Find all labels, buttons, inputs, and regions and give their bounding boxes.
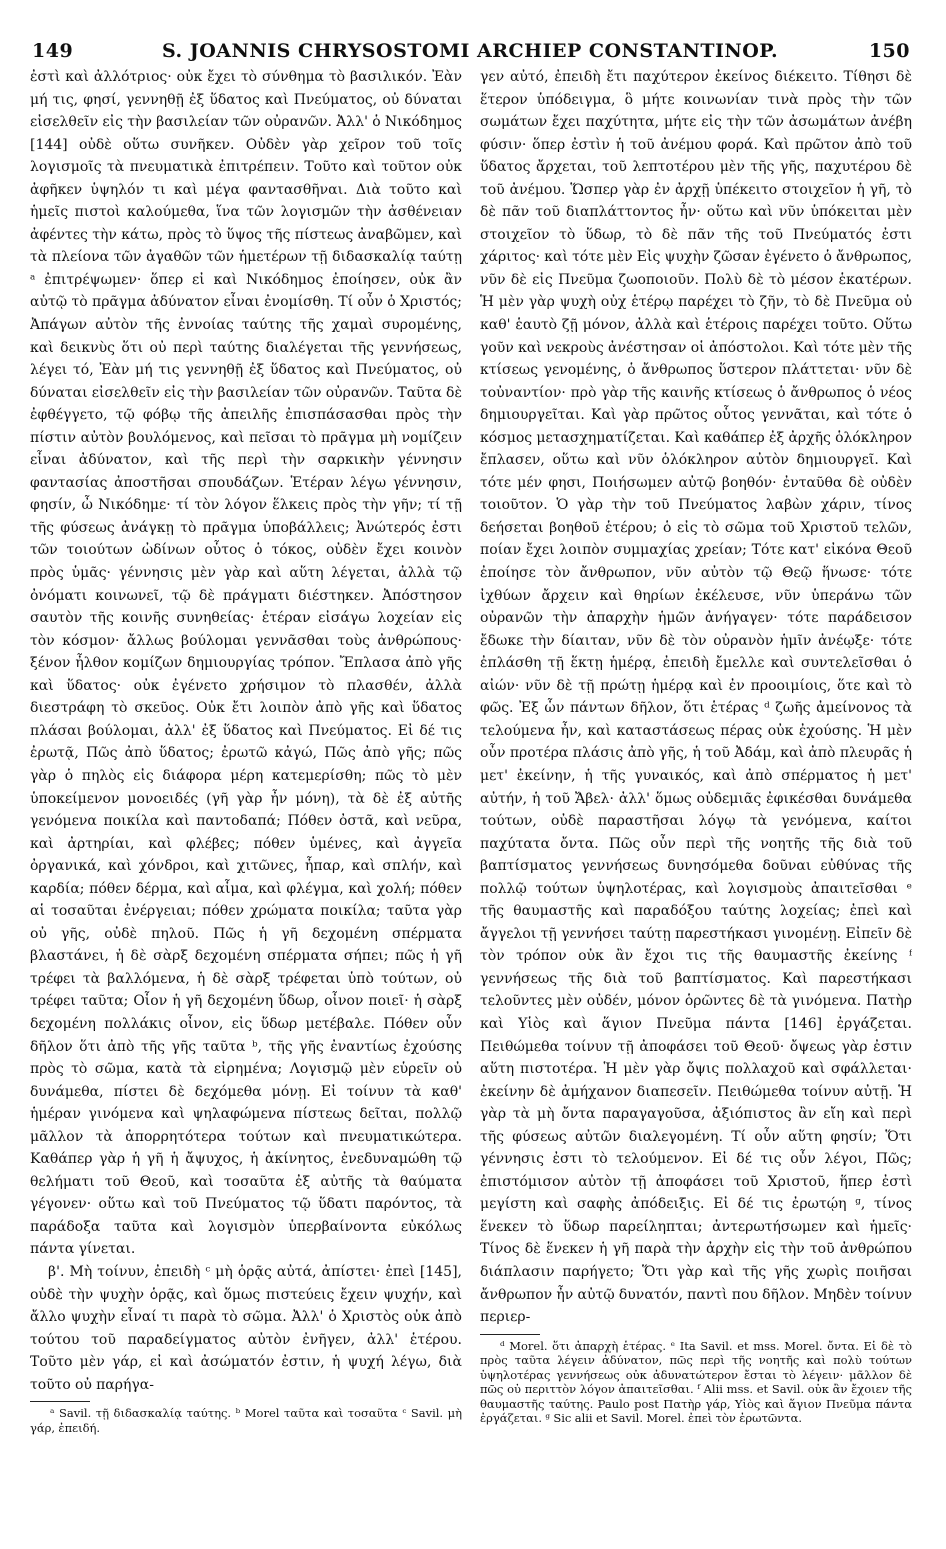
right-footnote-text: ᵈ Morel. ὅτι ἀπαρχὴ ἑτέρας. ᵉ Ita Savil. et mss. Morel. ὄντα. Εἰ δὲ τὸ πρὸς ταῦτα λέγειν ἀδύνατον, πῶς περὶ τῆς νοητῆς καὶ πολὺ τούτων ὑψηλοτέρας γεννήσεως οὐκ ἀδυνατώτερον ἔσται τὸ λέγειν· μᾶλλον δὲ πῶς οὐ περιττὸν λόγον ἀπαιτεῖσθαι. ᶠ Alii mss. et Savil. οὐκ ἂν ἔχοιεν τῆς θαυμαστῆς ταύτης. Paulo post Πατὴρ γάρ, Υἱὸς καὶ ἅγιον Πνεῦμα πάντα ἐργάζεται. ᵍ Sic alii et Savil. Morel. ἐπεὶ τὸν ἐρωτῶντα. (480, 1338, 912, 1426)
left-paragraph-2: β'. Μὴ τοίνυν, ἐπειδὴ ᶜ μὴ ὁρᾷς αὐτά, ἀπίστει· ἐπεὶ [145], οὐδὲ τὴν ψυχὴν ὁρᾷς, καὶ ὅμως πιστεύεις ἔχειν ψυχήν, καὶ ἄλλο ψυχὴν εἶναί τι παρὰ τὸ σῶμα. Ἀλλ' ὁ Χριστὸς οὐκ ἀπὸ τούτου τοῦ παραδείγματος αὐτὸν ἐνῆγεν, ἀλλ' ἑτέρου. Τοῦτο μὲν γάρ, εἰ καὶ ἀσώματόν ἐστιν, ἡ ψυχή λέγω, διὰ τοῦτο οὐ παρήγα- (30, 1263, 462, 1393)
left-footnotes (30, 1406, 462, 1435)
page-number-right: 150 (868, 40, 910, 62)
page-number-left: 149 (32, 40, 74, 62)
running-title: S. JOANNIS CHRYSOSTOMI ARCHIEP CONSTANTINOP. (161, 40, 779, 62)
right-footnotes (480, 1339, 912, 1426)
left-column (30, 66, 462, 1541)
footnote-rule-left (30, 1401, 90, 1402)
footnote-rule-right (480, 1334, 540, 1335)
running-head (30, 40, 910, 64)
left-paragraph-1: ἐστὶ καὶ ἀλλότριος· οὐκ ἔχει τὸ σύνθημα τὸ βασιλικόν. Ἐὰν μή τις, φησί, γεννηθῇ ἐξ ὕδατος καὶ Πνεύματος, οὐ δύναται εἰσελθεῖν εἰς τὴν βασιλείαν τῶν οὐρανῶν. Ἀλλ' ὁ Νικόδημος [144] οὐδὲ οὕτω συνῆκεν. Οὐδὲν γὰρ χεῖρον τοῦ τοῖς λογισμοῖς τὰ πνευματικὰ ἐπιτρέπειν. Τοῦτο καὶ τοῦτον οὐκ ἀφῆκεν ὑψηλόν τι καὶ μέγα φαντασθῆναι. Διὰ τοῦτο καὶ ἡμεῖς πιστοὶ καλούμεθα, ἵνα τῶν λογισμῶν τὴν ἀσθένειαν ἀφέντες τὴν κάτω, πρὸς τὸ ὕψος τῆς πίστεως ἀναβῶμεν, καὶ τὰ πλείονα τῶν ἀγαθῶν τῶν ἡμετέρων τῇ διδασκαλίᾳ ταύτῃ ᵃ ἐπιτρέψωμεν· ὅπερ εἰ καὶ Νικόδημος ἐποίησεν, οὐκ ἂν αὐτῷ τὸ πρᾶγμα ἀδύνατον εἶναι ἐνομίσθη. Τί οὖν ὁ Χριστός; Ἀπάγων αὐτὸν τῆς ἐννοίας ταύτης τῆς χαμαὶ συρομένης, καὶ δεικνὺς ὅτι οὐ περὶ ταύτης διαλέγεται τῆς γεννήσεως, λέγει τό, Ἐὰν μή τις γεννηθῇ ἐξ ὕδατος καὶ Πνεύματος, οὐ δύναται εἰσελθεῖν εἰς τὴν βασιλείαν τῶν οὐρανῶν. Ταῦτα δὲ ἐφθέγγετο, τῷ φόβῳ τῆς ἀπειλῆς ἐπισπάσασθαι πρὸς τὴν πίστιν αὐτὸν βουλόμενος, καὶ πεῖσαι τὸ πρᾶγμα μὴ νομίζειν εἶναι ἀδύνατον, καὶ τῆς περὶ τὴν σαρκικὴν γέννησιν φαντασίας ἀποστῆσαι σπουδάζων. Ἑτέραν λέγω γέννησιν, φησίν, ὦ Νικόδημε· τί τὸν λόγον ἕλκεις πρὸς τὴν γῆν; τί τῇ τῆς φύσεως ἀνάγκῃ τὸ πρᾶγμα ὑποβάλλεις; Ἀνώτερός ἐστι τῶν τοιούτων ὠδίνων οὗτος ὁ τόκος, οὐδὲν ἔχει κοινὸν πρὸς ὑμᾶς· γέννησις μὲν γὰρ καὶ αὕτη λέγεται, ἀλλὰ τῷ ὀνόματι κοινωνεῖ, τῷ δὲ πράγματι διέστηκεν. Ἀπόστησον σαυτὸν τῆς κοινῆς συνηθείας· ἑτέραν εἰσάγω λοχείαν εἰς τὸν κόσμον· ἄλλως βούλομαι γεννᾶσθαι τοὺς ἀνθρώπους· ξένον ἦλθον κομίζων δημιουργίας τρόπον. Ἔπλασα ἀπὸ γῆς καὶ ὕδατος· οὐκ ἐγένετο χρήσιμον τὸ πλασθέν, ἀλλὰ διεστράφη τὸ σκεῦος. Οὐκ ἔτι λοιπὸν ἀπὸ γῆς καὶ ὕδατος πλάσαι βούλομαι, ἀλλ' ἐξ ὕδατος καὶ Πνεύματος. Εἰ δέ τις ἐρωτᾷ, Πῶς ἀπὸ ὕδατος; ἐρωτῶ κἀγώ, Πῶς ἀπὸ γῆς; πῶς γὰρ ὁ πηλὸς εἰς διάφορα μέρη κατεμερίσθη; πῶς τὸ μὲν ὑποκείμενον μονοειδές (γῆ γὰρ ἦν μόνη), τὰ δὲ ἐξ αὐτῆς γενόμενα ποικίλα καὶ παντοδαπά; Πόθεν ὀστᾶ, καὶ νεῦρα, καὶ ἀρτηρίαι, καὶ φλέβες; πόθεν ὑμένες, καὶ ἀγγεῖα ὀργανικά, καὶ χόνδροι, καὶ χιτῶνες, ἧπαρ, καὶ σπλήν, καὶ καρδία; πόθεν δέρμα, καὶ αἷμα, καὶ φλέγμα, καὶ χολή; πόθεν αἱ τοσαῦται ἐνέργειαι; πόθεν χρώματα ποικίλα; ταῦτα γὰρ οὐ γῆς, οὐδὲ πηλοῦ. Πῶς ἡ γῆ δεχομένη σπέρματα βλαστάνει, ἡ δὲ σὰρξ δεχομένη σπέρματα σήπει; πῶς ἡ γῆ τρέφει τὰ βαλλόμενα, ἡ δὲ σὰρξ τρέφεται ὑπὸ τούτων, οὐ τρέφει ταῦτα; Οἷον ἡ γῆ δεχομένη ὕδωρ, οἶνον ποιεῖ· ἡ σὰρξ δεχομένη πολλάκις οἶνον, εἰς ὕδωρ μετέβαλε. Πόθεν οὖν δῆλον ὅτι ἀπὸ τῆς γῆς ταῦτα ᵇ, τῆς γῆς ἐναντίως ἐχούσης πρὸς τὸ σῶμα, κατὰ τὰ εἰρημένα; Λογισμῷ μὲν εὑρεῖν οὐ δυνάμεθα, πίστει δὲ δεχόμεθα μόνῃ. Εἰ τοίνυν τὰ καθ' ἡμέραν γινόμενα καὶ ψηλαφώμενα πίστεως δεῖται, πολλῷ μᾶλλον τὰ ἀπορρητότερα τούτων καὶ πνευματικώτερα. Καθάπερ γὰρ ἡ γῆ ἡ ἄψυχος, ἡ ἀκίνητος, ἐνεδυναμώθη τῷ θελήματι τοῦ Θεοῦ, καὶ τοσαῦτα ἐξ αὐτῆς τὰ θαύματα γέγονεν· οὕτω καὶ τοῦ Πνεύματος τῷ ὕδατι παρόντος, τὰ παράδοξα ταῦτα καὶ λογισμὸν ὑπερβαίνοντα εὐκόλως πάντα γίνεται. (30, 69, 462, 1258)
left-footnote-text: ᵃ Savil. τῇ διδασκαλίᾳ ταύτης. ᵇ Morel ταῦτα καὶ τοσαῦτα ᶜ Savil. μὴ γάρ, ἐπειδή. (30, 1406, 462, 1435)
right-column (480, 66, 912, 1541)
right-paragraph-1: γεν αὐτό, ἐπειδὴ ἔτι παχύτερον ἐκείνος διέκειτο. Τίθησι δὲ ἕτερον ὑπόδειγμα, ὃ μήτε κοινωνίαν τινὰ πρὸς τὴν τῶν σωμάτων ἔχει παχύτητα, μήτε εἰς τὴν τῶν ἀσωμάτων ἀνέβη φύσιν· ὅπερ ἐστὶν ἡ τοῦ ἀνέμου φορά. Καὶ πρῶτον ἀπὸ τοῦ ὕδατος ἄρχεται, τοῦ λεπτοτέρου μὲν τῆς γῆς, παχυτέρου δὲ τοῦ ἀνέμου. Ὥσπερ γὰρ ἐν ἀρχῇ ὑπέκειτο στοιχεῖον ἡ γῆ, τὸ δὲ πᾶν τοῦ διαπλάττοντος ἦν· οὕτω καὶ νῦν ὑπόκειται μὲν στοιχεῖον τὸ ὕδωρ, τὸ δὲ πᾶν τῆς τοῦ Πνεύματός ἐστι χάριτος· καὶ τότε μὲν Εἰς ψυχὴν ζῶσαν ἐγένετο ὁ ἄνθρωπος, νῦν δὲ εἰς Πνεῦμα ζωοποιοῦν. Πολὺ δὲ τὸ μέσον ἑκατέρων. Ἡ μὲν γὰρ ψυχὴ οὐχ ἑτέρῳ παρέχει τὸ ζῆν, τὸ δὲ Πνεῦμα οὐ καθ' ἑαυτὸ ζῇ μόνον, ἀλλὰ καὶ ἑτέροις παρέχει τοῦτο. Οὕτω γοῦν καὶ νεκροὺς ἀνέστησαν οἱ ἀπόστολοι. Καὶ τότε μὲν τῆς κτίσεως γενομένης, ὁ ἄνθρωπος ὕστερον πλάττεται· νῦν δὲ τοὐναντίον· πρὸ γὰρ τῆς καινῆς κτίσεως ὁ ἄνθρωπος ὁ νέος δημιουργεῖται. Καὶ γὰρ πρῶτος οὗτος γεννᾶται, καὶ τότε ὁ κόσμος μετασχηματίζεται. Καὶ καθάπερ ἐξ ἀρχῆς ὁλόκληρον ἔπλασεν, οὕτω καὶ νῦν ὁλόκληρον αὐτὸν δημιουργεῖ. Καὶ τότε μέν φησι, Ποιήσωμεν αὐτῷ βοηθόν· ἐνταῦθα δὲ οὐδὲν τοιοῦτον. Ὁ γὰρ τὴν τοῦ Πνεύματος λαβὼν χάριν, τίνος δεήσεται βοηθοῦ ἑτέρου; ὁ εἰς τὸ σῶμα τοῦ Χριστοῦ τελῶν, ποίαν ἔχει λοιπὸν συμμαχίας χρείαν; Τότε κατ' εἰκόνα Θεοῦ ἐποίησε τὸν ἄνθρωπον, νῦν αὐτὸν τῷ Θεῷ ἥνωσε· τότε ἰχθύων ἄρχειν καὶ θηρίων ἐκέλευσε, νῦν ὑπεράνω τῶν οὐρανῶν τὴν ἀπαρχὴν ἡμῶν ἀνήγαγεν· τότε παράδεισον ἔδωκε τὴν δίαιταν, νῦν δὲ τὸν οὐρανὸν ἡμῖν ἀνέῳξε· τότε ἐπλάσθη τῇ ἕκτῃ ἡμέρᾳ, ἐπειδὴ ἔμελλε καὶ συντελεῖσθαι ὁ αἰών· νῦν δὲ τῇ πρώτῃ ἡμέρᾳ καὶ ἐν προοιμίοις, ὅτε καὶ τὸ φῶς. Ἐξ ὧν πάντων δῆλον, ὅτι ἑτέρας ᵈ ζωῆς ἀμείνονος τὰ τελούμενα ἦν, καὶ καταστάσεως πέρας οὐκ ἐχούσης. Ἡ μὲν οὖν προτέρα πλάσις ἀπὸ γῆς, ἡ τοῦ Ἀδάμ, καὶ ἀπὸ πλευρᾶς ἡ μετ' ἐκείνην, ἡ τῆς γυναικός, καὶ ἀπὸ σπέρματος ἡ μετ' αὐτήν, ἡ τοῦ Ἄβελ· ἀλλ' ὅμως οὐδεμιᾶς ἐφικέσθαι δυνάμεθα τούτων, οὐδὲ παραστῆσαι λόγῳ τὰ γενόμενα, καίτοι παχύτατα ὄντα. Πῶς οὖν περὶ τῆς νοητῆς τῆς διὰ τοῦ βαπτίσματος γεννήσεως δυνησόμεθα δοῦναι εὐθύνας τῆς πολλῷ τούτων ὑψηλοτέρας, καὶ λογισμοὺς ἀπαιτεῖσθαι ᵉ τῆς θαυμαστῆς καὶ παραδόξου ταύτης λοχείας; ἐπεὶ καὶ ἄγγελοι τῇ γεννήσει ταύτῃ παρεστήκασι γινομένῃ. Εἰπεῖν δὲ τὸν τρόπον οὐκ ἂν ἔχοι τις τῆς θαυμαστῆς ἐκείνης ᶠ γεννήσεως τῆς διὰ τοῦ βαπτίσματος. Καὶ παρεστήκασι τελοῦντες μὲν οὐδέν, μόνον ὁρῶντες δὲ τὰ γινόμενα. Πατὴρ καὶ Υἱὸς καὶ ἅγιον Πνεῦμα πάντα [146] ἐργάζεται. Πειθώμεθα τοίνυν τῇ ἀποφάσει τοῦ Θεοῦ· ὄψεως γὰρ ἐστιν αὕτη πιστοτέρα. Ἡ μὲν γὰρ ὄψις πολλαχοῦ καὶ σφάλλεται· ἐκείνην δὲ ἀμήχανον διαπεσεῖν. Πειθώμεθα τοίνυν αὐτῇ. Ἡ γὰρ τὰ μὴ ὄντα παραγαγοῦσα, ἀξιόπιστος ἂν εἴη καὶ περὶ τῆς φύσεως αὐτῶν διαλεγομένη. Τί οὖν αὕτη φησίν; Ὅτι γέννησις ἐστι τὸ τελούμενον. Εἰ δέ τις οὖν λέγοι, Πῶς; ἐπιστόμισον αὐτὸν τῇ ἀποφάσει τοῦ Χριστοῦ, ἥπερ ἐστὶ μεγίστη καὶ σαφὴς ἀπόδειξις. Εἰ δέ τις ἐρωτῴη ᵍ, τίνος ἕνεκεν τὸ ὕδωρ παρείληπται; ἀντερωτήσωμεν καὶ ἡμεῖς· Τίνος δὲ ἕνεκεν ἡ γῆ παρὰ τὴν ἀρχὴν εἰς τὴν τοῦ ἀνθρώπου διάπλασιν παρήγετο; Ὅτι γὰρ καὶ τῆς γῆς χωρὶς ποιῆσαι ἄνθρωπον ἦν αὐτῷ δυνατόν, παντὶ που δῆλον. Μηδὲν τοίνυν περιερ- (480, 69, 912, 1326)
